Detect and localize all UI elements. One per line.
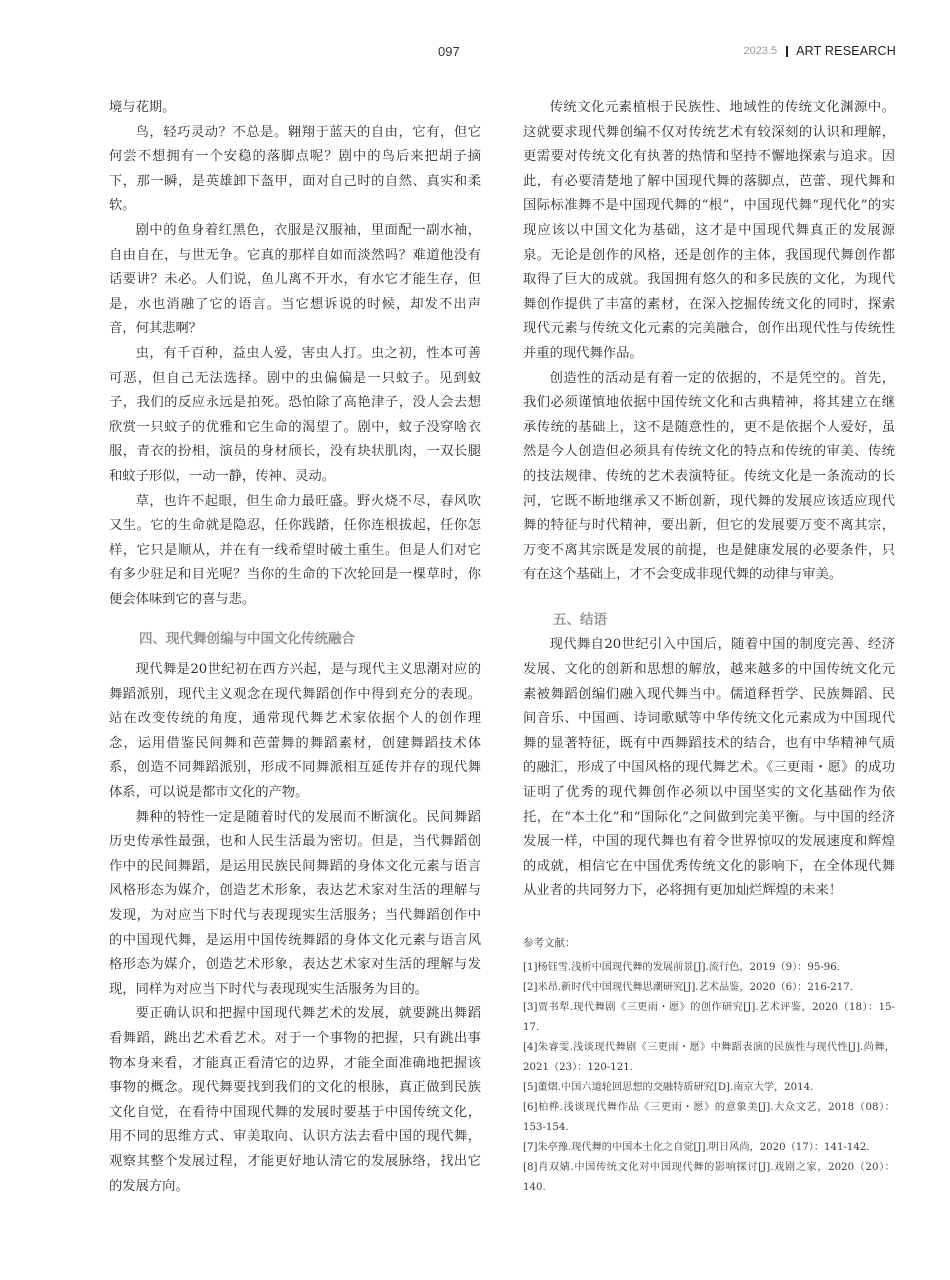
section-heading-5: 五、结语: [553, 611, 607, 628]
reference-item: [1]杨钰雪.浅析中国现代舞的发展前景[J].流行色，2019（9）：95-96.: [523, 962, 840, 973]
left-column: [109, 96, 481, 1199]
body-paragraph: 现代舞是20世纪初在西方兴起，是与现代主义思潮对应的舞蹈派别，现代主义观念在现代舞蹈创作中得到充分的表现。站在改变传统的角度，通常现代舞艺术家依据个人的创作理念，运用借鉴民间舞和芭蕾舞的舞蹈素材，创建舞蹈技术体系，创造不同舞蹈派别，形成不同舞派相互延传并存的现代舞体系，可以说是都市文化的产物。: [109, 662, 481, 801]
reference-item: [2]米昂.新时代中国现代舞思潮研究[J].艺术品鉴，2020（6）：216-217.: [523, 982, 853, 993]
page-header: [0, 44, 950, 64]
page-number: 097: [438, 44, 460, 59]
issue-label: 2023.5: [743, 45, 778, 57]
journal-name: ART RESEARCH: [796, 44, 896, 58]
references-title: 参考文献：: [523, 937, 576, 949]
body-paragraph: 虫，有千百种，益虫人爱，害虫人打。虫之初，性本可善可恶，但自己无法选择。剧中的虫偏偏是一只蚊子。见到蚊子，我们的反应永远是拍死。恐怕除了高艳津子，没人会去想欣赏一只蚊子的优雅和它生命的渴望了。剧中，蚊子没穿啥衣服，青衣的扮相，演员的身材颀长，没有块状肌肉，一双长腿和蚊子形似，一动一静，传神、灵动。: [109, 345, 481, 484]
references: [523, 932, 895, 1198]
header-divider: [786, 46, 788, 57]
reference-item: [5]董熠.中国六道轮回思想的交融特质研究[D].南京大学，2014.: [523, 1082, 814, 1093]
body-paragraph: 草，也许不起眼，但生命力最旺盛。野火烧不尽，春风吹又生。它的生命就是隐忍，任你践踏，任你连根拔起，任你怎样，它只是顺从，并在有一线希望时破土重生。但是人们对它有多少驻足和目光呢？当你的生命的下次轮回是一棵草时，你便会体味到它的喜与悲。: [109, 493, 481, 607]
body-paragraph: 要正确认识和把握中国现代舞艺术的发展，就要跳出舞蹈看舞蹈，跳出艺术看艺术。对于一个事物的把握，只有跳出事物本身来看，才能真正看清它的边界，才能全面准确地把握该事物的概念。现代舞要找到我们的文化的根脉，真正做到民族文化自觉，在看待中国现代舞的发展时要基于中国传统文化，用不同的思维方式、审美取向、认识方法去看中国的现代舞，观察其整个发展过程，才能更好地认清它的发展脉络，找出它的发展方向。: [109, 1006, 481, 1194]
section-heading-4: 四、现代舞创编与中国文化传统融合: [139, 631, 355, 648]
reference-item: [3]贾书犁.现代舞剧《三更雨・愿》的创作研究[J].艺术评鉴，2020（18）：15-17.: [523, 1002, 895, 1033]
right-column: [523, 96, 895, 1198]
reference-item: [7]朱亭豫.现代舞的中国本土化之自觉[J].明日风尚，2020（17）：141-142.: [523, 1142, 870, 1153]
reference-item: [8]肖双婧.中国传统文化对中国现代舞的影响探讨[J].戏剧之家，2020（20）：140.: [523, 1162, 895, 1193]
reference-item: [4]朱睿雯.浅谈现代舞剧《三更雨・愿》中舞蹈表演的民族性与现代性[J].尚舞，2021（23）：120-121.: [523, 1042, 895, 1073]
body-paragraph: 剧中的鱼身着红黑色，衣服是汉服袖，里面配一副水袖，自由自在，与世无争。它真的那样自如而淡然吗？难道他没有话要讲？未必。人们说，鱼儿离不开水，有水它才能生存，但是，水也消融了它的语言。当它想诉说的时候，却发不出声音，何其悲啊？: [109, 222, 481, 337]
body-paragraph: 创造性的活动是有着一定的依据的，不是凭空的。首先，我们必须谨慎地依据中国传统文化和古典精神，将其建立在继承传统的基础上，这不是随意性的，更不是依据个人爱好，虽然是今人创造但必须具有传统文化的特点和传统的审美、传统的技法规律、传统的艺术表演特征。传统文化是一条流动的长河，它既不断地继承又不断创新，现代舞的发展应该适应现代舞的特征与时代精神，要出新，但它的发展要万变不离其宗，万变不离其宗既是发展的前提，也是健康发展的必要条件，只有在这个基础上，才不会变成非现代舞的动律与审美。: [523, 370, 895, 583]
body-paragraph: 舞种的特性一定是随着时代的发展而不断演化。民间舞蹈历史传承性最强，也和人民生活最为密切。但是，当代舞蹈创作中的民间舞蹈，是运用民族民间舞蹈的身体文化元素与语言风格形态为媒介，创造艺术形象，表达艺术家对生活的理解与发现，为对应当下时代与表现现实生活服务；当代舞蹈创作中的中国现代舞，是运用中国传统舞蹈的身体文化元素与语言风格形态为媒介，创造艺术形象，表达艺术家对生活的理解与发现，同样为对应当下时代与表现现实生活服务为目的。: [109, 809, 481, 997]
body-paragraph: 现代舞自20世纪引入中国后，随着中国的制度完善、经济发展、文化的创新和思想的解放，越来越多的中国传统文化元素被舞蹈创编们融入现代舞当中。儒道释哲学、民族舞蹈、民间音乐、中国画、诗词歌赋等中华传统文化元素成为中国现代舞的显著特征，既有中西舞蹈技术的结合，也有中华精神气质的融汇，形成了中国风格的现代舞艺术。《三更雨・愿》的成功证明了优秀的现代舞创作必须以中国坚实的文化基础作为依托，在“本土化”和“国际化”之间做到完美平衡。与中国的经济发展一样，中国的现代舞也有着令世界惊叹的发展速度和辉煌的成就，相信它在中国优秀传统文化的影响下，在全体现代舞从业者的共同努力下，必将拥有更加灿烂辉煌的未来！: [523, 637, 895, 899]
reference-item: [6]柏桦.浅谈现代舞作品《三更雨・愿》的意象美[J].大众文艺，2018（08）：153-154.: [523, 1102, 895, 1133]
body-paragraph: 鸟，轻巧灵动？不总是。翱翔于蓝天的自由，它有，但它何尝不想拥有一个安稳的落脚点呢？剧中的鸟后来把胡子摘下，那一瞬，是英雄卸下盔甲，面对自己时的自然、真实和柔软。: [109, 124, 481, 214]
body-paragraph: 境与花期。: [109, 100, 176, 115]
body-paragraph: 传统文化元素植根于民族性、地域性的传统文化渊源中。这就要求现代舞创编不仅对传统艺术有较深刻的认识和理解，更需要对传统文化有执著的热情和坚持不懈地探索与追求。因此，有必要清楚地了解中国现代舞的落脚点，芭蕾、现代舞和国际标准舞不是中国现代舞的“根”，中国现代舞“现代化”的实现应该以中国文化为基础，这才是中国现代舞真正的发展源泉。无论是创作的风格，还是创作的主体，我国现代舞创作都取得了巨大的成就。我国拥有悠久的和多民族的文化，为现代舞创作提供了丰富的素材，在深入挖掘传统文化的同时，探索现代元素与传统文化元素的完美融合，创作出现代性与传统性并重的现代舞作品。: [523, 100, 895, 361]
running-header: [743, 44, 896, 58]
